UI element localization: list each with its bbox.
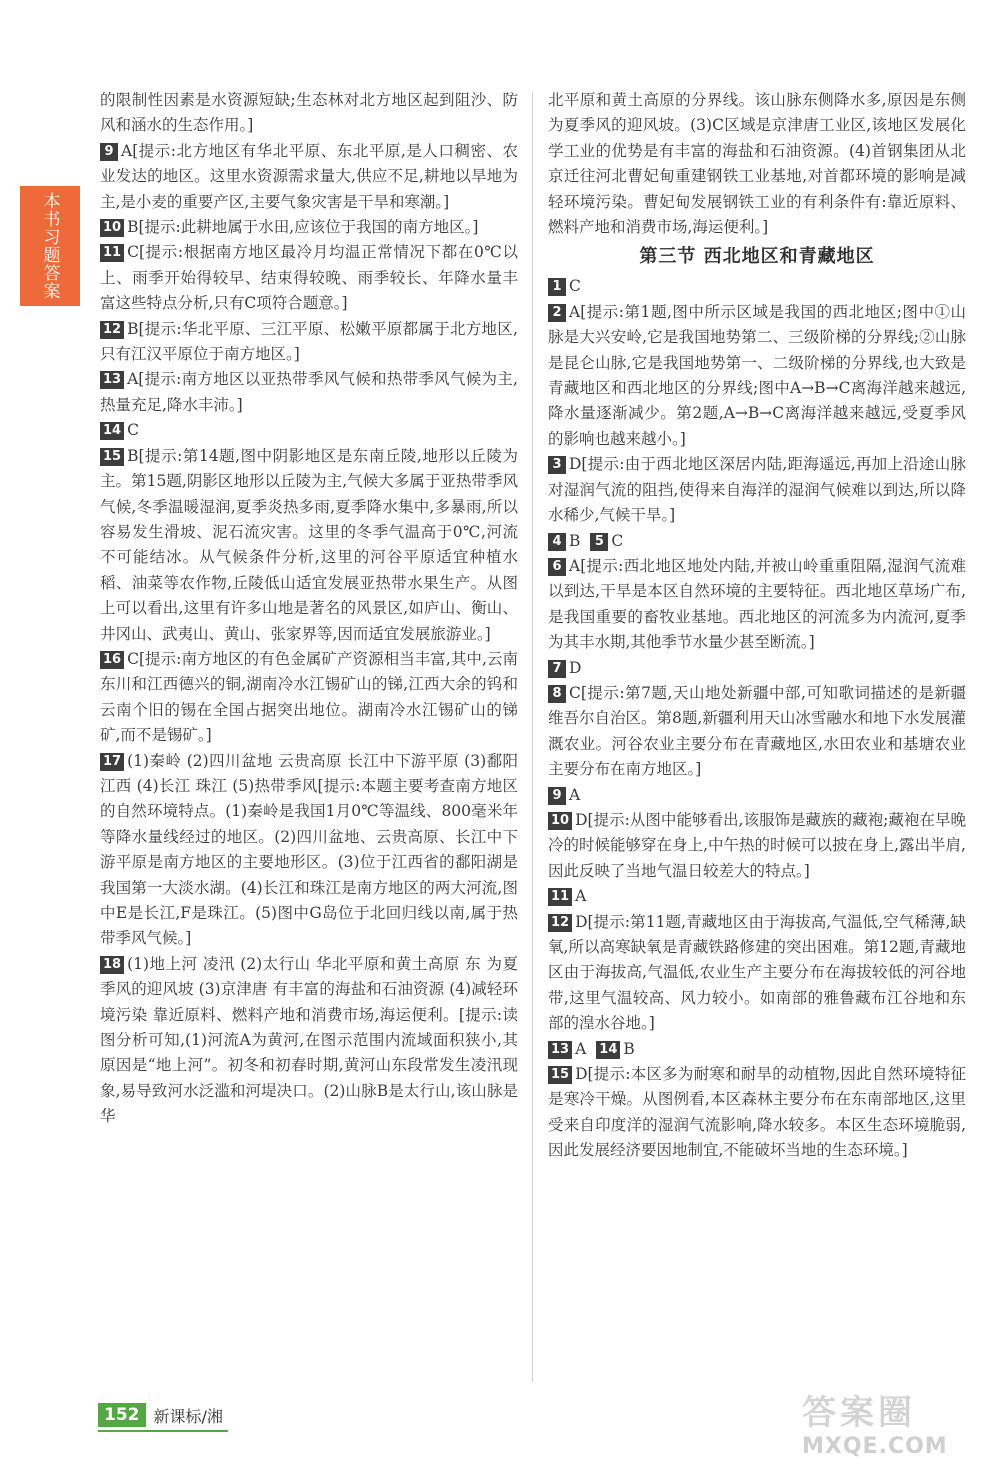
question-number: 12 bbox=[100, 321, 124, 339]
answer-text: A[提示:第1题,图中所示区域是我国的西北地区;图中①山脉是大兴安岭,它是我国地势第二、三级阶梯的分界线;②山脉是昆仑山脉,它是我国地势第一、二级阶梯的分界线,也大致是青藏地区和西北地区的分界线;图中A→B→C离海洋越来越远,降水量逐渐减少。第2题,A→B→C离海洋越来越远,受夏季风的影响也越来越小。] bbox=[548, 302, 966, 448]
answer-text: (1)地上河 凌汛 (2)太行山 华北平原和黄土高原 东 为夏季风的迎风坡 (3)京津唐 有丰富的海盐和石油资源 (4)减轻环境污染 靠近原料、燃料产地和消费市场,海运便利。[提示:读图分析可知,(1)河流A为黄河,在图示范围内流域面积狭小,其原因是“地上河”。初冬和初春时期,黄河山东段常发生凌汛现象,易导致河水泛滥和河堤决口。(2)山脉B是太行山,该山脉是华 bbox=[100, 954, 518, 1126]
page-number: 152 bbox=[98, 1403, 146, 1427]
answer-text: D bbox=[569, 658, 582, 677]
answer-item bbox=[100, 88, 518, 139]
answer-text: A bbox=[575, 1039, 587, 1058]
answer-text: A[提示:西北地区地处内陆,并被山岭重重阻隔,湿润气流难以到达,干旱是本区自然环境的主要特征。西北地区草场广布,是我国重要的畜牧业基地。西北地区的河流多为内流河,夏季为其丰水期,其他季节水量少甚至断流。] bbox=[548, 556, 966, 652]
answer-item bbox=[100, 240, 518, 316]
answer-item bbox=[100, 952, 518, 1130]
question-number: 3 bbox=[548, 456, 566, 474]
question-number: 16 bbox=[100, 651, 124, 669]
question-number: 14 bbox=[100, 422, 124, 440]
answer-text: A bbox=[569, 785, 581, 804]
question-number: 9 bbox=[100, 143, 118, 161]
answer-item bbox=[548, 300, 966, 452]
answer-item-pair bbox=[548, 1037, 966, 1062]
question-number: 2 bbox=[548, 304, 566, 322]
question-number: 13 bbox=[100, 371, 124, 389]
question-number: 1 bbox=[548, 278, 566, 296]
right-column bbox=[548, 88, 966, 1164]
answer-item bbox=[548, 783, 966, 808]
answer-text: B[提示:第14题,图中阴影地区是东南丘陵,地形以丘陵为主。第15题,阴影区地形以丘陵为主,气候大多属于亚热带季风气候,冬季温暖湿润,夏季炎热多雨,夏季降水集中,多暴雨,所以容易发生滑坡、泥石流灾害。这里的冬季气温高于0℃,河流不可能结冰。从气候条件分析,这里的河谷平原适宜种植水稻、油菜等农作物,丘陵低山适宜发展亚热带水果生产。从图上可以看出,这里有许多山地是著名的风景区,如庐山、衡山、井冈山、武夷山、黄山、张家界等,因而适宜发展旅游业。] bbox=[100, 446, 518, 643]
answer-text: A bbox=[575, 887, 587, 906]
answer-item bbox=[100, 215, 518, 240]
answer-section-tab: 本书习题答案 bbox=[20, 186, 80, 306]
answer-item bbox=[100, 647, 518, 749]
answer-text: B bbox=[569, 531, 581, 550]
question-number: 15 bbox=[100, 448, 124, 466]
answer-text: C[提示:根据南方地区最冷月均温正常情况下都在0℃以上、雨季开始得较早、结束得较晚、雨季较长、年降水量丰富这些特点分析,只有C项符合题意。] bbox=[100, 243, 518, 313]
answer-text: C bbox=[127, 421, 139, 440]
question-number: 10 bbox=[100, 219, 124, 237]
answer-item bbox=[100, 418, 518, 443]
answer-item bbox=[100, 317, 518, 368]
answer-text: 的限制性因素是水资源短缺;生态林对北方地区起到阻沙、防风和涵水的生态作用。] bbox=[100, 91, 518, 135]
question-number: 18 bbox=[100, 956, 124, 974]
answer-item bbox=[548, 656, 966, 681]
question-number: 12 bbox=[548, 914, 572, 932]
section-title: 第三节 西北地区和青藏地区 bbox=[639, 246, 875, 268]
question-number: 5 bbox=[590, 533, 608, 551]
answer-item bbox=[548, 452, 966, 528]
question-number: 4 bbox=[548, 533, 566, 551]
answer-text: B[提示:华北平原、三江平原、松嫩平原都属于北方地区,只有江汉平原位于南方地区。] bbox=[100, 319, 518, 364]
answer-text: C[提示:第7题,天山地处新疆中部,可知歌词描述的是新疆维吾尔自治区。第8题,新疆利用天山冰雪融水和地下水发展灌溉农业。河谷农业主要分布在青藏地区,水田农业和基塘农业主要分布在南方地区。] bbox=[548, 683, 966, 779]
answer-continuation: 北平原和黄土高原的分界线。该山脉东侧降水多,原因是东侧为夏季风的迎风坡。(3)C区域是京津唐工业区,该地区发展化学工业的优势是有丰富的海盐和石油资源。(4)首钢集团从北京迁往河北曹妃甸重建钢铁工业基地,对首都环境的影响是减轻环境污染。曹妃甸发展钢铁工业的有利条件有:靠近原料、燃料产地和消费市场,海运便利。] bbox=[548, 91, 966, 237]
answer-item bbox=[100, 444, 518, 647]
question-number: 13 bbox=[548, 1041, 572, 1059]
answer-item bbox=[548, 910, 966, 1037]
answer-text: A[提示:南方地区以亚热带季风气候和热带季风气候为主,热量充足,降水丰沛。] bbox=[100, 370, 518, 414]
answer-text: (1)秦岭 (2)四川盆地 云贵高原 长江中下游平原 (3)鄱阳 江西 (4)长江 珠江 (5)热带季风[提示:本题主要考查南方地区的自然环境特点。(1)秦岭是我国1月0℃等温线、800毫米年等降水量线经过的地区。(2)四川盆地、云贵高原、长江中下游平原是南方地区的主要地形区。(3)位于江西省的鄱阳湖是我国第一大淡水湖。(4)长江和珠江是南方地区的两大河流,图中E是长江,F是珠江。(5)图中G岛位于北回归线以南,属于热带季风气候。] bbox=[100, 751, 518, 948]
question-number: 6 bbox=[548, 558, 566, 576]
question-number: 8 bbox=[548, 685, 566, 703]
answer-text: D[提示:由于西北地区深居内陆,距海遥远,再加上沿途山脉对湿润气流的阻挡,使得来自海洋的湿润气候难以到达,所以降水稀少,气候干旱。] bbox=[548, 455, 966, 525]
question-number: 10 bbox=[548, 812, 572, 830]
answer-text: D[提示:从图中能够看出,该服饰是藏族的藏袍;藏袍在早晚冷的时候能够穿在身上,中午热的时候可以披在身上,露出半肩,因此反映了当地气温日较差大的特点。] bbox=[548, 810, 966, 880]
answer-item bbox=[548, 554, 966, 656]
answer-item bbox=[100, 367, 518, 418]
column-divider bbox=[532, 92, 533, 1382]
watermark-logo: 答案圈 bbox=[802, 1393, 916, 1433]
answer-text: D[提示:本区多为耐寒和耐旱的动植物,因此自然环境特征是寒冷干燥。从图例看,本区森林主要分布在东南部地区,这里受来自印度洋的湿润气流影响,降水较多。本区生态环境脆弱,因此发展经济要因地制宜,不能破坏当地的生态环境。] bbox=[548, 1065, 966, 1160]
page-footer bbox=[98, 1403, 223, 1427]
answer-item bbox=[548, 884, 966, 909]
answer-item-pair bbox=[548, 529, 966, 554]
answer-item bbox=[548, 274, 966, 299]
answer-text: A[提示:北方地区有华北平原、东北平原,是人口稠密、农业发达的地区。这里水资源需求量大,供应不足,耕地以旱地为主,是小麦的重要产区,主要气象灾害是干旱和寒潮。] bbox=[100, 141, 518, 211]
answer-item bbox=[548, 681, 966, 783]
question-number: 11 bbox=[548, 888, 572, 906]
question-number: 9 bbox=[548, 787, 566, 805]
answer-item bbox=[548, 808, 966, 884]
question-number: 17 bbox=[100, 753, 124, 771]
answer-item bbox=[548, 1062, 966, 1164]
curriculum-label: 新课标/湘 bbox=[153, 1406, 223, 1426]
footer-rule bbox=[98, 1430, 228, 1432]
answer-item bbox=[100, 749, 518, 952]
answer-item bbox=[100, 139, 518, 215]
watermark bbox=[802, 1385, 982, 1465]
left-column bbox=[100, 88, 518, 1130]
answer-text: C bbox=[611, 531, 624, 550]
question-number: 15 bbox=[548, 1066, 572, 1084]
answer-text: B[提示:此耕地属于水田,应该位于我国的南方地区。] bbox=[127, 218, 479, 237]
question-number: 11 bbox=[100, 244, 124, 262]
question-number: 7 bbox=[548, 660, 566, 678]
watermark-url: MXQE.COM bbox=[802, 1434, 948, 1459]
answer-text: B bbox=[623, 1039, 635, 1058]
question-number: 14 bbox=[596, 1041, 620, 1059]
answer-text: D[提示:第11题,青藏地区由于海拔高,气温低,空气稀薄,缺氧,所以高寒缺氧是青藏铁路修建的突出困难。第12题,青藏地区由于海拔高,气温低,农业生产主要分布在海拔较低的河谷地带,这里气温较高、风力较小。如南部的雅鲁藏布江谷地和东部的湟水谷地。] bbox=[548, 912, 966, 1033]
answer-text: C bbox=[569, 277, 581, 296]
answer-text: C[提示:南方地区的有色金属矿产资源相当丰富,其中,云南东川和江西德兴的铜,湖南冷水江锡矿山的锑,江西大余的钨和云南个旧的锡在全国占据突出地位。湖南冷水江锡矿山的锑矿,而不是锡矿。] bbox=[100, 649, 518, 745]
